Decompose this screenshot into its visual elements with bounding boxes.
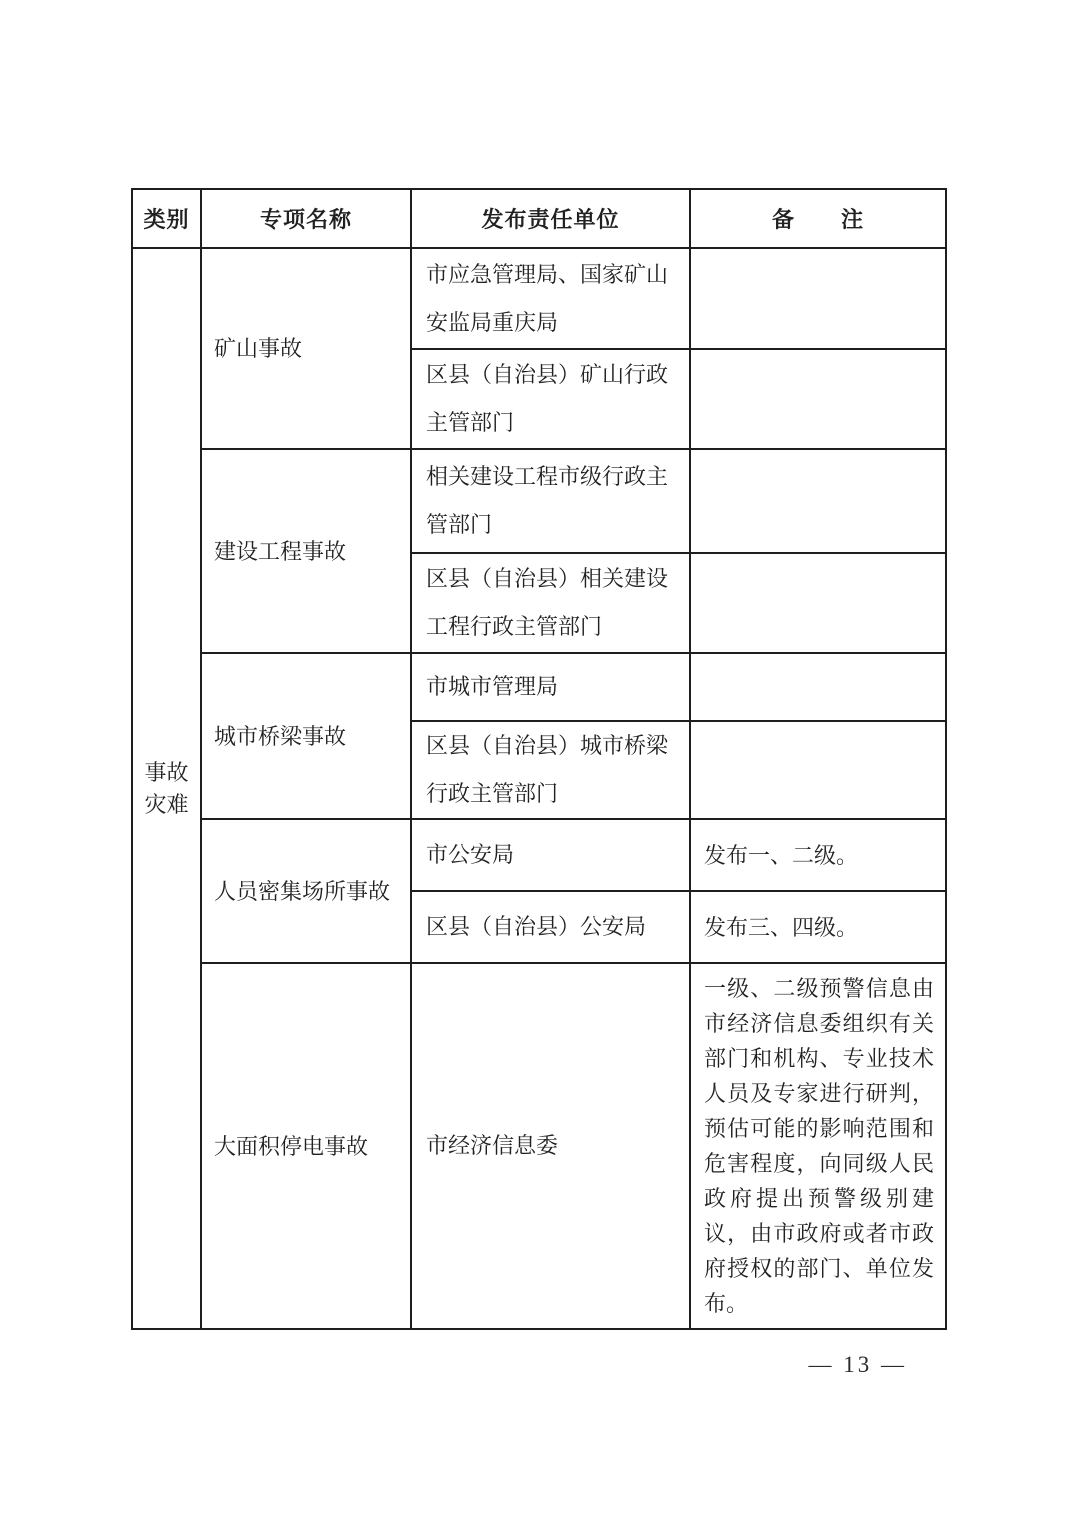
unit-cell: 区县（自治县）城市桥梁行政主管部门 — [411, 721, 690, 819]
unit-cell: 区县（自治县）相关建设工程行政主管部门 — [411, 553, 690, 653]
table-row — [132, 248, 946, 349]
warning-release-table — [131, 188, 947, 1330]
note-cell — [690, 248, 946, 349]
header-cell-unit: 发布责任单位 — [411, 189, 690, 248]
note-cell — [690, 349, 946, 449]
note-cell: 一级、二级预警信息由市经济信息委组织有关部门和机构、专业技术人员及专家进行研判，预估可能的影响范围和危害程度，向同级人民政府提出预警级别建议，由市政府或者市政府授权的部门、单位发布。 — [690, 963, 946, 1329]
unit-cell: 市应急管理局、国家矿山安监局重庆局 — [411, 248, 690, 349]
name-cell-crowded-place-accident: 人员密集场所事故 — [201, 819, 411, 963]
name-cell-blackout-accident: 大面积停电事故 — [201, 963, 411, 1329]
header-cell-note: 备 注 — [690, 189, 946, 248]
name-cell-bridge-accident: 城市桥梁事故 — [201, 653, 411, 819]
category-cell: 事故灾难 — [132, 248, 201, 1329]
header-cell-category: 类别 — [132, 189, 201, 248]
page-number: — 13 — — [808, 1352, 907, 1377]
table-row — [132, 819, 946, 891]
table-header-row — [132, 189, 946, 248]
unit-cell: 市经济信息委 — [411, 963, 690, 1329]
unit-cell: 区县（自治县）公安局 — [411, 891, 690, 963]
unit-cell: 相关建设工程市级行政主管部门 — [411, 449, 690, 553]
name-cell-construction-accident: 建设工程事故 — [201, 449, 411, 653]
header-cell-name: 专项名称 — [201, 189, 411, 248]
note-cell: 发布一、二级。 — [690, 819, 946, 891]
note-cell: 发布三、四级。 — [690, 891, 946, 963]
note-cell — [690, 653, 946, 721]
unit-cell: 市公安局 — [411, 819, 690, 891]
unit-cell: 市城市管理局 — [411, 653, 690, 721]
note-cell — [690, 553, 946, 653]
table-row — [132, 449, 946, 553]
name-cell-mine-accident: 矿山事故 — [201, 248, 411, 449]
note-cell — [690, 721, 946, 819]
unit-cell: 区县（自治县）矿山行政主管部门 — [411, 349, 690, 449]
table-row — [132, 653, 946, 721]
note-cell — [690, 449, 946, 553]
table-row — [132, 963, 946, 1329]
